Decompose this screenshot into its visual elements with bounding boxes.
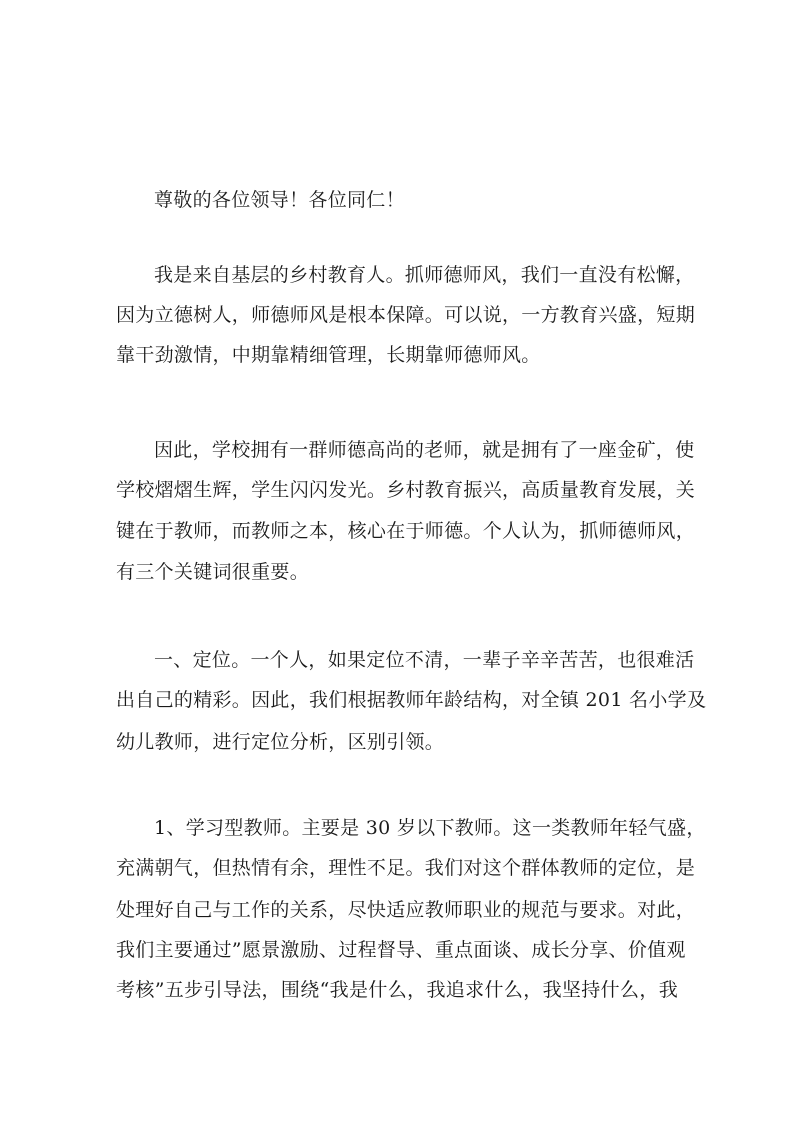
paragraph-line: 考核”五步引导法，围绕“我是什么，我追求什么，我坚持什么，我 <box>116 979 678 1001</box>
paragraph-line: 因为立德树人，师德师风是根本保障。可以说，一方教育兴盛，短期 <box>116 304 696 326</box>
paragraph-line: 1、学习型教师。主要是 30 岁以下教师。这一类教师年轻气盛， <box>154 817 706 839</box>
paragraph-line: 充满朝气，但热情有余，理性不足。我们对这个群体教师的定位，是 <box>116 857 696 879</box>
paragraph-line: 出自己的精彩。因此，我们根据教师年龄结构，对全镇 201 名小学及 <box>116 689 707 711</box>
paragraph-line: 有三个关键词很重要。 <box>116 561 310 583</box>
paragraph-line: 因此，学校拥有一群师德高尚的老师，就是拥有了一座金矿，使 <box>154 439 695 461</box>
greeting: 尊敬的各位领导！各位同仁！ <box>154 189 405 211</box>
paragraph-line: 一、定位。一个人，如果定位不清，一辈子辛辛苦苦，也很难活 <box>154 649 695 671</box>
paragraph-line: 靠干劲激情，中期靠精细管理，长期靠师德师风。 <box>116 344 541 366</box>
paragraph-line: 处理好自己与工作的关系，尽快适应教师职业的规范与要求。对此， <box>116 899 696 921</box>
paragraph-line: 键在于教师，而教师之本，核心在于师德。个人认为，抓师德师风， <box>116 520 696 542</box>
paragraph-line: 幼儿教师，进行定位分析，区别引领。 <box>116 731 445 753</box>
paragraph-line: 学校熠熠生辉，学生闪闪发光。乡村教育振兴，高质量教育发展，关 <box>116 479 696 501</box>
paragraph-line: 我们主要通过”愿景激励、过程督导、重点面谈、成长分享、价值观 <box>116 939 686 961</box>
paragraph-line: 我是来自基层的乡村教育人。抓师德师风，我们一直没有松懈， <box>154 264 695 286</box>
